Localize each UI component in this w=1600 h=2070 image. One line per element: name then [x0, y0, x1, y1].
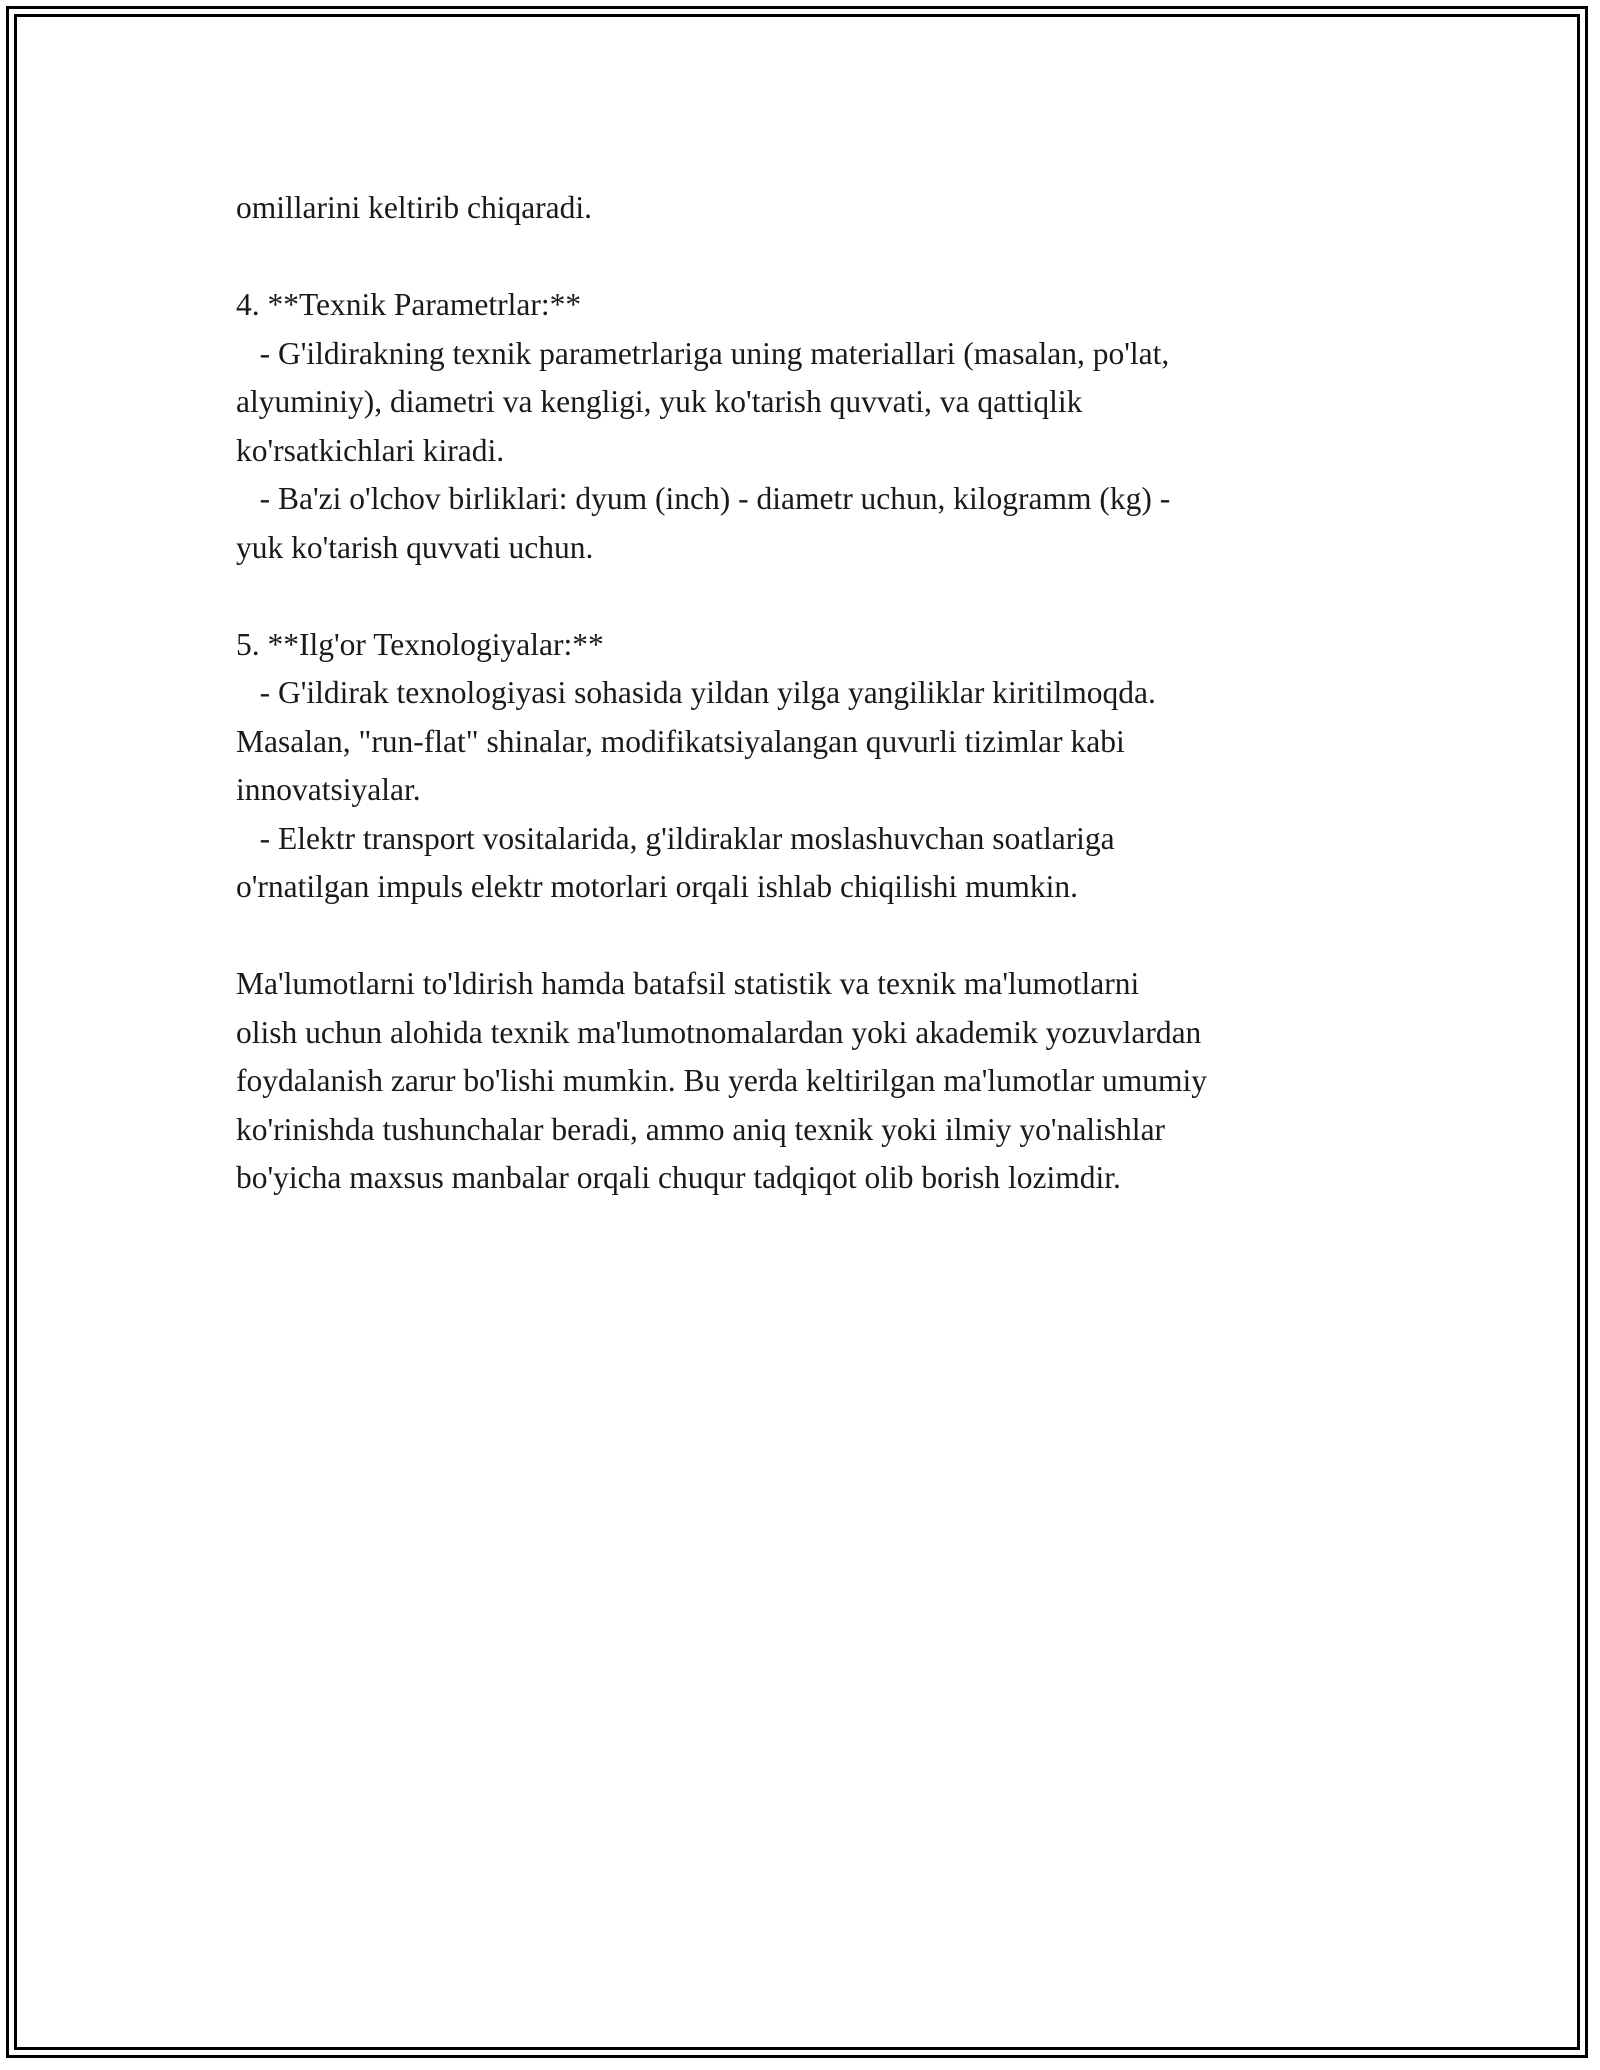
conclusion-line: foydalanish zarur bo'lishi mumkin. Bu yerda keltirilgan ma'lumotlar umumiy — [236, 1063, 1208, 1098]
text-line: Masalan, "run-flat" shinalar, modifikatsiyalangan quvurli tizimlar kabi — [236, 723, 1125, 759]
text-line: - G'ildirak texnologiyasi sohasida yildan yilga yangiliklar kiritilmoqda. — [236, 675, 1156, 710]
blank-line — [236, 572, 1376, 621]
section-heading-advanced-technologies: 5. **Ilg'or Texnologiyalar:** — [236, 626, 604, 662]
conclusion-line: bo'yicha maxsus manbalar orqali chuqur tadqiqot olib borish lozimdir. — [236, 1160, 1121, 1195]
blank-line — [236, 912, 1376, 961]
text-line: ko'rsatkichlari kiradi. — [236, 432, 505, 468]
text-line: omillarini keltirib chiqaradi. — [236, 190, 593, 225]
section-heading-technical-parameters: 4. **Texnik Parametrlar:** — [236, 287, 582, 322]
text-line: o'rnatilgan impuls elektr motorlari orqali ishlab chiqilishi mumkin. — [236, 869, 1079, 904]
text-line: alyuminiy), diametri va kengligi, yuk ko'tarish quvvati, va qattiqlik — [236, 384, 1083, 419]
conclusion-line: ko'rinishda tushunchalar beradi, ammo aniq texnik yoki ilmiy yo'nalishlar — [236, 1111, 1166, 1147]
blank-line — [236, 233, 1376, 282]
text-line: - Elektr transport vositalarida, g'ildiraklar moslashuvchan soatlariga — [236, 820, 1115, 856]
text-line: yuk ko'tarish quvvati uchun. — [236, 529, 594, 565]
text-line: - G'ildirakning texnik parametrlariga uning materiallari (masalan, po'lat, — [236, 335, 1170, 371]
document-body — [236, 184, 1376, 1203]
conclusion-line: Ma'lumotlarni to'ldirish hamda batafsil statistik va texnik ma'lumotlarni — [236, 966, 1140, 1001]
text-line: innovatsiyalar. — [236, 772, 421, 807]
text-line: - Ba'zi o'lchov birliklari: dyum (inch) - diametr uchun, kilogramm (kg) - — [236, 481, 1171, 516]
conclusion-line: olish uchun alohida texnik ma'lumotnomalardan yoki akademik yozuvlardan — [236, 1014, 1202, 1050]
